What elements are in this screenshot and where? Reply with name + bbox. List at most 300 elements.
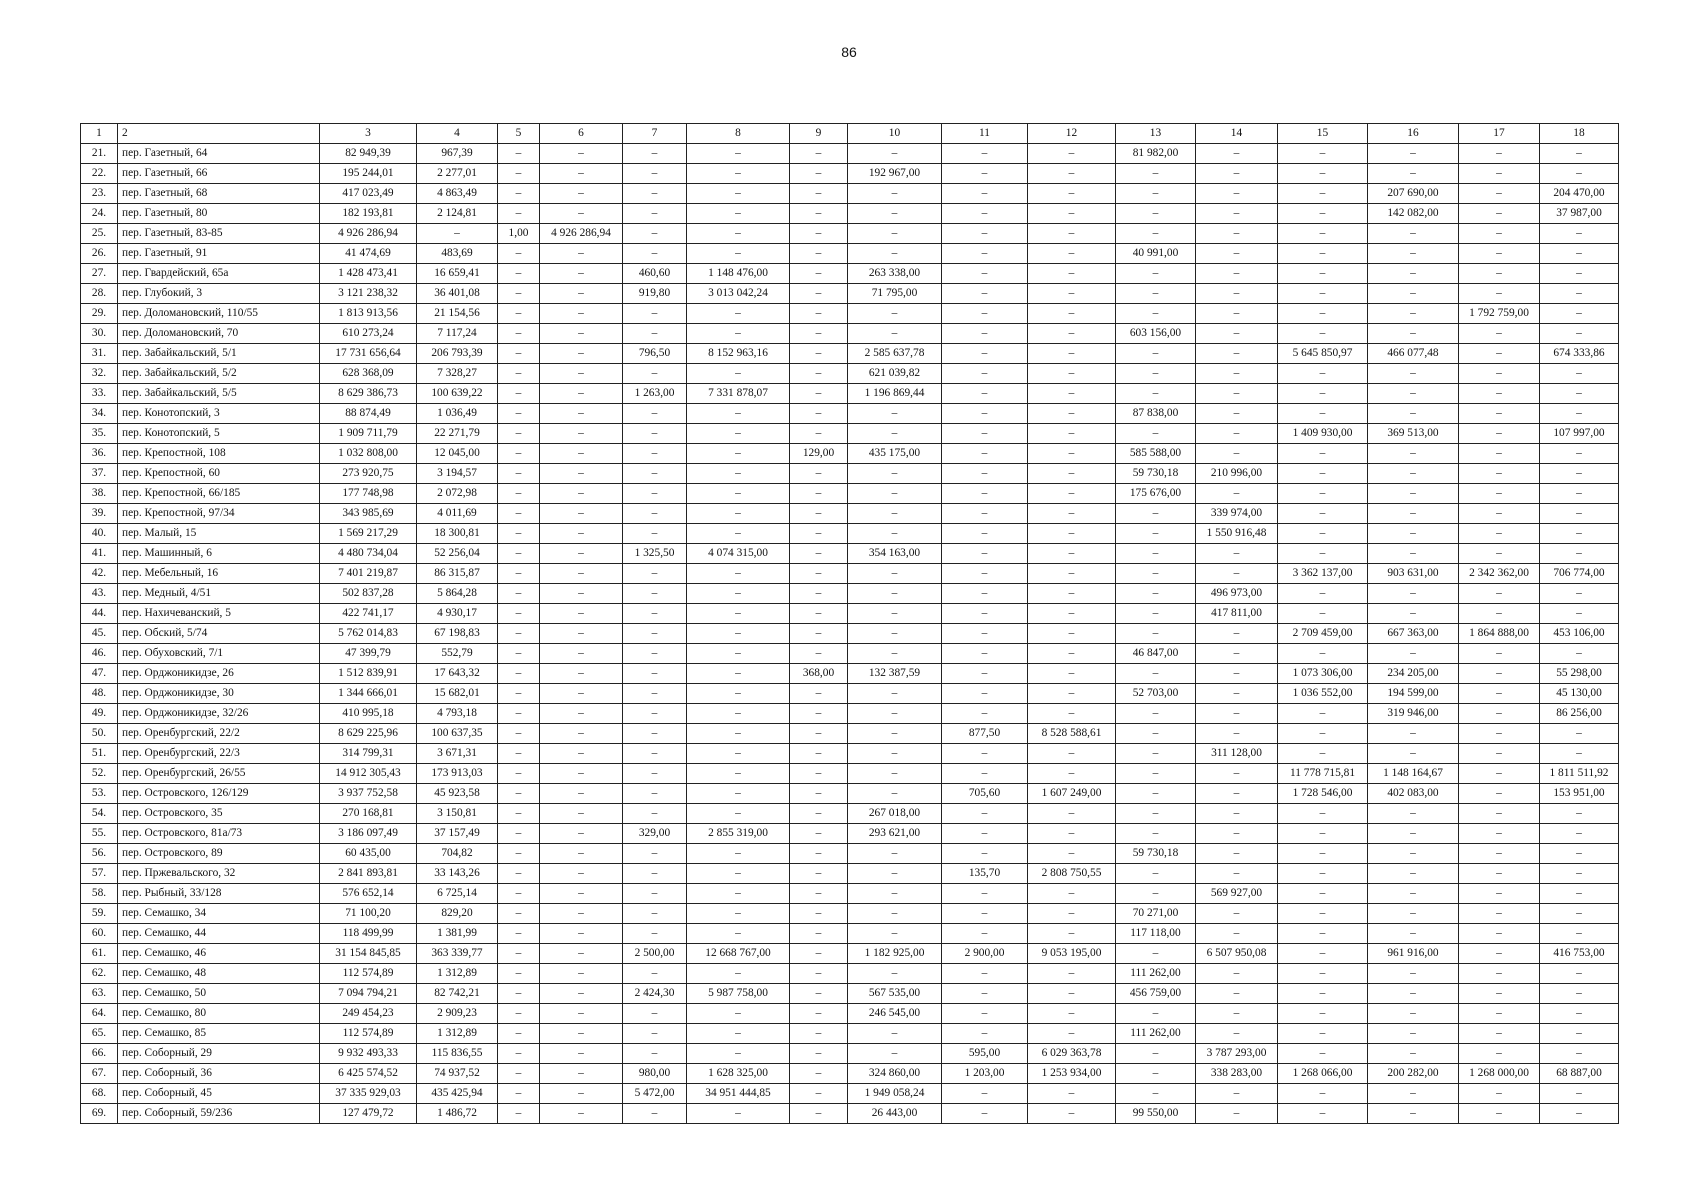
table-cell: – xyxy=(498,384,540,404)
table-cell: – xyxy=(498,504,540,524)
table-cell: 435 175,00 xyxy=(848,444,942,464)
table-cell: – xyxy=(1196,444,1278,464)
table-cell: – xyxy=(1116,704,1196,724)
table-cell: 1 268 066,00 xyxy=(1278,1064,1368,1084)
table-cell: – xyxy=(1278,464,1368,484)
table-row xyxy=(81,624,1619,644)
table-cell: 28. xyxy=(81,284,118,304)
table-cell: – xyxy=(1278,1024,1368,1044)
table-cell: – xyxy=(848,884,942,904)
table-cell: – xyxy=(1278,384,1368,404)
table-cell: 37 335 929,03 xyxy=(320,1084,417,1104)
table-cell: – xyxy=(1196,204,1278,224)
table-cell: – xyxy=(1540,504,1619,524)
table-cell: 417 811,00 xyxy=(1196,604,1278,624)
table-cell: 667 363,00 xyxy=(1368,624,1459,644)
table-cell: – xyxy=(1116,1064,1196,1084)
table-cell: – xyxy=(790,884,848,904)
table-cell: – xyxy=(1540,464,1619,484)
table-cell: 1 728 546,00 xyxy=(1278,784,1368,804)
table-cell: 1 073 306,00 xyxy=(1278,664,1368,684)
table-cell: 1 344 666,01 xyxy=(320,684,417,704)
table-cell: 23. xyxy=(81,184,118,204)
table-cell: – xyxy=(1116,724,1196,744)
table-cell: – xyxy=(1459,724,1540,744)
table-cell: – xyxy=(687,864,790,884)
table-cell: 1 036,49 xyxy=(417,404,498,424)
table-cell: пер. Газетный, 64 xyxy=(118,144,320,164)
table-cell: 8 629 386,73 xyxy=(320,384,417,404)
table-cell: – xyxy=(942,184,1028,204)
table-cell: – xyxy=(1368,484,1459,504)
table-cell: – xyxy=(498,364,540,384)
table-cell: 32. xyxy=(81,364,118,384)
table-cell: пер. Газетный, 83-85 xyxy=(118,224,320,244)
table-cell: – xyxy=(1196,144,1278,164)
table-cell: 1 909 711,79 xyxy=(320,424,417,444)
table-cell: – xyxy=(1278,284,1368,304)
table-cell: 60 435,00 xyxy=(320,844,417,864)
table-cell: 980,00 xyxy=(623,1064,687,1084)
table-row xyxy=(81,584,1619,604)
table-cell: – xyxy=(1028,524,1116,544)
table-cell: – xyxy=(790,684,848,704)
table-cell: – xyxy=(1278,944,1368,964)
table-cell: 132 387,59 xyxy=(848,664,942,684)
table-cell: – xyxy=(942,1084,1028,1104)
table-cell: – xyxy=(1278,1084,1368,1104)
table-cell: – xyxy=(623,424,687,444)
table-cell: – xyxy=(1459,204,1540,224)
table-row xyxy=(81,924,1619,944)
table-cell: – xyxy=(942,144,1028,164)
table-cell: – xyxy=(540,404,623,424)
table-cell: пер. Островского, 81а/73 xyxy=(118,824,320,844)
table-cell: – xyxy=(498,264,540,284)
table-cell: – xyxy=(942,444,1028,464)
table-cell: – xyxy=(942,224,1028,244)
table-cell: пер. Мебельный, 16 xyxy=(118,564,320,584)
table-cell: – xyxy=(498,1084,540,1104)
table-cell: пер. Орджоникидзе, 26 xyxy=(118,664,320,684)
table-cell: – xyxy=(540,524,623,544)
table-cell: – xyxy=(623,184,687,204)
table-cell: – xyxy=(1459,544,1540,564)
table-cell: 22 271,79 xyxy=(417,424,498,444)
table-cell: 1 196 869,44 xyxy=(848,384,942,404)
table-cell: пер. Островского, 35 xyxy=(118,804,320,824)
table-cell: – xyxy=(1116,1044,1196,1064)
table-cell: 402 083,00 xyxy=(1368,784,1459,804)
data-table xyxy=(80,123,1619,1124)
table-cell: 69. xyxy=(81,1104,118,1124)
table-cell: – xyxy=(848,324,942,344)
table-cell: – xyxy=(1368,504,1459,524)
table-cell: – xyxy=(1196,804,1278,824)
table-row xyxy=(81,1084,1619,1104)
table-cell: – xyxy=(540,904,623,924)
table-cell: – xyxy=(790,204,848,224)
table-cell: – xyxy=(540,784,623,804)
table-cell: – xyxy=(1196,1104,1278,1124)
table-row xyxy=(81,664,1619,684)
table-cell: 2 808 750,55 xyxy=(1028,864,1116,884)
table-cell: 37. xyxy=(81,464,118,484)
table-cell: – xyxy=(540,884,623,904)
table-cell: – xyxy=(790,364,848,384)
table-cell: – xyxy=(540,364,623,384)
table-cell: – xyxy=(498,1104,540,1124)
table-cell: 435 425,94 xyxy=(417,1084,498,1104)
table-cell: – xyxy=(1459,1084,1540,1104)
table-cell: – xyxy=(1116,364,1196,384)
table-cell: – xyxy=(540,264,623,284)
table-cell: – xyxy=(1368,864,1459,884)
table-cell: – xyxy=(1028,384,1116,404)
table-cell: – xyxy=(1459,904,1540,924)
table-cell: пер. Соборный, 29 xyxy=(118,1044,320,1064)
table-cell: 1 486,72 xyxy=(417,1104,498,1124)
table-cell: – xyxy=(1028,164,1116,184)
table-cell: – xyxy=(687,1024,790,1044)
table-cell: – xyxy=(687,504,790,524)
table-cell: – xyxy=(687,844,790,864)
table-cell: 86 256,00 xyxy=(1540,704,1619,724)
table-cell: – xyxy=(848,224,942,244)
table-cell: – xyxy=(1278,244,1368,264)
table-cell: – xyxy=(623,904,687,924)
table-cell: 42. xyxy=(81,564,118,584)
table-cell: 86 315,87 xyxy=(417,564,498,584)
table-row xyxy=(81,424,1619,444)
table-cell: 40 991,00 xyxy=(1116,244,1196,264)
table-cell: – xyxy=(1028,404,1116,424)
table-cell: 59 730,18 xyxy=(1116,844,1196,864)
table-cell: – xyxy=(942,1104,1028,1124)
table-cell: 52. xyxy=(81,764,118,784)
table-cell: – xyxy=(623,504,687,524)
table-cell: – xyxy=(1116,884,1196,904)
table-cell: – xyxy=(498,804,540,824)
table-cell: пер. Семашко, 48 xyxy=(118,964,320,984)
table-cell: – xyxy=(1028,924,1116,944)
table-cell: 16 659,41 xyxy=(417,264,498,284)
table-cell: – xyxy=(623,444,687,464)
table-cell: – xyxy=(942,584,1028,604)
table-cell: – xyxy=(1540,524,1619,544)
table-cell: – xyxy=(1028,1024,1116,1044)
table-cell: – xyxy=(1459,824,1540,844)
table-cell: – xyxy=(1368,1004,1459,1024)
table-cell: – xyxy=(1459,704,1540,724)
table-cell: – xyxy=(942,744,1028,764)
table-cell: – xyxy=(687,464,790,484)
table-cell: – xyxy=(790,524,848,544)
table-cell: 5 864,28 xyxy=(417,584,498,604)
table-cell: 919,80 xyxy=(623,284,687,304)
table-cell: – xyxy=(498,544,540,564)
table-cell: – xyxy=(1028,644,1116,664)
table-cell: – xyxy=(498,204,540,224)
table-cell: 60. xyxy=(81,924,118,944)
table-cell: 57. xyxy=(81,864,118,884)
table-cell: 153 951,00 xyxy=(1540,784,1619,804)
table-cell: – xyxy=(790,344,848,364)
table-cell: – xyxy=(498,764,540,784)
table-cell: – xyxy=(942,364,1028,384)
table-cell: – xyxy=(498,684,540,704)
table-cell: 7 401 219,87 xyxy=(320,564,417,584)
table-cell: – xyxy=(540,704,623,724)
table-cell: – xyxy=(498,1044,540,1064)
table-cell: 64. xyxy=(81,1004,118,1024)
table-cell: – xyxy=(1459,344,1540,364)
table-cell: – xyxy=(1196,724,1278,744)
table-cell: 417 023,49 xyxy=(320,184,417,204)
table-cell: – xyxy=(790,544,848,564)
table-cell: – xyxy=(1278,644,1368,664)
table-cell: – xyxy=(687,184,790,204)
table-cell: 2 424,30 xyxy=(623,984,687,1004)
table-cell: – xyxy=(790,284,848,304)
table-cell: – xyxy=(1459,844,1540,864)
table-cell: – xyxy=(942,1024,1028,1044)
table-cell: – xyxy=(540,164,623,184)
table-row xyxy=(81,504,1619,524)
table-row xyxy=(81,404,1619,424)
table-cell: 62. xyxy=(81,964,118,984)
table-cell: 204 470,00 xyxy=(1540,184,1619,204)
table-cell: – xyxy=(498,644,540,664)
table-cell: – xyxy=(1540,404,1619,424)
table-cell: – xyxy=(1028,424,1116,444)
table-cell: – xyxy=(540,844,623,864)
table-cell: – xyxy=(1196,1024,1278,1044)
table-cell: – xyxy=(540,344,623,364)
table-cell: – xyxy=(1028,804,1116,824)
table-cell: 111 262,00 xyxy=(1116,964,1196,984)
table-cell: – xyxy=(540,744,623,764)
table-cell: пер. Машинный, 6 xyxy=(118,544,320,564)
table-cell: – xyxy=(1116,944,1196,964)
table-cell: 50. xyxy=(81,724,118,744)
table-cell: – xyxy=(1116,204,1196,224)
table-cell: – xyxy=(1028,1004,1116,1024)
table-cell: 1 813 913,56 xyxy=(320,304,417,324)
table-cell: – xyxy=(1116,284,1196,304)
table-cell: – xyxy=(790,604,848,624)
table-cell: 267 018,00 xyxy=(848,804,942,824)
table-cell: – xyxy=(623,164,687,184)
table-cell: 207 690,00 xyxy=(1368,184,1459,204)
table-cell: 99 550,00 xyxy=(1116,1104,1196,1124)
table-cell: 1 569 217,29 xyxy=(320,524,417,544)
table-cell: 15 682,01 xyxy=(417,684,498,704)
table-cell: – xyxy=(1278,544,1368,564)
table-cell: – xyxy=(623,964,687,984)
table-cell: 206 793,39 xyxy=(417,344,498,364)
table-cell: – xyxy=(942,804,1028,824)
table-cell: – xyxy=(540,1044,623,1064)
table-row xyxy=(81,764,1619,784)
table-cell: – xyxy=(687,1004,790,1024)
table-cell: 14 xyxy=(1196,124,1278,144)
table-cell: – xyxy=(1116,304,1196,324)
table-cell: – xyxy=(848,304,942,324)
table-cell: 8 528 588,61 xyxy=(1028,724,1116,744)
table-cell: – xyxy=(1028,744,1116,764)
table-cell: – xyxy=(1459,584,1540,604)
table-cell: – xyxy=(1459,784,1540,804)
table-cell: – xyxy=(790,584,848,604)
table-cell: 610 273,24 xyxy=(320,324,417,344)
table-cell: – xyxy=(540,804,623,824)
table-cell: – xyxy=(1459,404,1540,424)
table-cell: – xyxy=(1028,284,1116,304)
table-cell: – xyxy=(1028,144,1116,164)
table-cell: 39. xyxy=(81,504,118,524)
table-cell: – xyxy=(1278,404,1368,424)
table-cell: – xyxy=(848,504,942,524)
table-cell: 496 973,00 xyxy=(1196,584,1278,604)
table-cell: – xyxy=(790,824,848,844)
table-cell: 14 912 305,43 xyxy=(320,764,417,784)
table-cell: 29. xyxy=(81,304,118,324)
table-cell: – xyxy=(848,184,942,204)
table-cell: пер. Пржевальского, 32 xyxy=(118,864,320,884)
table-cell: 192 967,00 xyxy=(848,164,942,184)
table-row xyxy=(81,484,1619,504)
table-cell: – xyxy=(942,684,1028,704)
table-cell: – xyxy=(1368,924,1459,944)
table-cell: пер. Газетный, 91 xyxy=(118,244,320,264)
table-cell: 1 203,00 xyxy=(942,1064,1028,1084)
table-cell: – xyxy=(498,944,540,964)
table-cell: – xyxy=(540,604,623,624)
table-cell: – xyxy=(942,984,1028,1004)
table-cell: – xyxy=(942,164,1028,184)
table-cell: – xyxy=(790,144,848,164)
table-cell: – xyxy=(1540,744,1619,764)
table-cell: – xyxy=(1368,884,1459,904)
table-cell: – xyxy=(942,764,1028,784)
table-cell: 12 668 767,00 xyxy=(687,944,790,964)
table-cell: пер. Малый, 15 xyxy=(118,524,320,544)
table-cell: – xyxy=(790,624,848,644)
table-cell: – xyxy=(1459,504,1540,524)
table-cell: 82 949,39 xyxy=(320,144,417,164)
table-cell: – xyxy=(540,144,623,164)
table-cell: – xyxy=(1116,1084,1196,1104)
table-cell: – xyxy=(1368,284,1459,304)
table-cell: – xyxy=(498,904,540,924)
table-cell: 453 106,00 xyxy=(1540,624,1619,644)
table-cell: 246 545,00 xyxy=(848,1004,942,1024)
table-cell: – xyxy=(1540,604,1619,624)
table-cell: – xyxy=(790,704,848,724)
table-cell: 4 xyxy=(417,124,498,144)
table-row xyxy=(81,1104,1619,1124)
table-cell: 410 995,18 xyxy=(320,704,417,724)
table-cell: – xyxy=(1028,204,1116,224)
table-cell: – xyxy=(540,304,623,324)
table-cell: – xyxy=(498,664,540,684)
table-cell: – xyxy=(498,144,540,164)
table-cell: 2 841 893,81 xyxy=(320,864,417,884)
table-cell: 7 328,27 xyxy=(417,364,498,384)
table-cell: – xyxy=(1028,824,1116,844)
table-cell: – xyxy=(540,1024,623,1044)
table-cell: – xyxy=(498,1064,540,1084)
table-cell: – xyxy=(1459,184,1540,204)
table-cell: 33. xyxy=(81,384,118,404)
table-cell: 967,39 xyxy=(417,144,498,164)
table-cell: – xyxy=(848,604,942,624)
table-cell: пер. Крепостной, 60 xyxy=(118,464,320,484)
table-cell: – xyxy=(1116,384,1196,404)
table-cell: – xyxy=(1459,444,1540,464)
table-cell: – xyxy=(1540,864,1619,884)
table-cell: 1 182 925,00 xyxy=(848,944,942,964)
table-cell: пер. Орджоникидзе, 30 xyxy=(118,684,320,704)
table-row xyxy=(81,744,1619,764)
table-cell: – xyxy=(498,784,540,804)
table-cell: – xyxy=(848,244,942,264)
table-cell: – xyxy=(790,504,848,524)
table-cell: – xyxy=(1278,1044,1368,1064)
table-cell: 1 428 473,41 xyxy=(320,264,417,284)
table-cell: 1 864 888,00 xyxy=(1459,624,1540,644)
table-cell: 1 550 916,48 xyxy=(1196,524,1278,544)
table-cell: 339 974,00 xyxy=(1196,504,1278,524)
table-cell: – xyxy=(1116,544,1196,564)
table-cell: – xyxy=(1540,244,1619,264)
table-cell: 877,50 xyxy=(942,724,1028,744)
table-cell: – xyxy=(498,624,540,644)
table-row xyxy=(81,184,1619,204)
table-cell: – xyxy=(1540,324,1619,344)
table-cell: – xyxy=(1540,644,1619,664)
table-cell: – xyxy=(687,1104,790,1124)
table-cell: пер. Островского, 126/129 xyxy=(118,784,320,804)
table-cell: – xyxy=(687,1044,790,1064)
table-cell: – xyxy=(848,484,942,504)
table-cell: 45 130,00 xyxy=(1540,684,1619,704)
table-cell: – xyxy=(623,564,687,584)
page-number: 86 xyxy=(841,44,857,60)
table-cell: – xyxy=(848,964,942,984)
table-cell: – xyxy=(623,804,687,824)
table-cell: – xyxy=(540,484,623,504)
table-cell: 37 157,49 xyxy=(417,824,498,844)
table-cell: 1 512 839,91 xyxy=(320,664,417,684)
table-cell: 483,69 xyxy=(417,244,498,264)
table-cell: – xyxy=(498,184,540,204)
table-cell: – xyxy=(687,624,790,644)
table-cell: – xyxy=(687,704,790,724)
table-cell: пер. Семашко, 44 xyxy=(118,924,320,944)
table-cell: – xyxy=(1028,904,1116,924)
table-cell: – xyxy=(1028,664,1116,684)
table-cell: 33 143,26 xyxy=(417,864,498,884)
table-cell: – xyxy=(1028,704,1116,724)
table-cell: 12 045,00 xyxy=(417,444,498,464)
table-cell: – xyxy=(1368,544,1459,564)
table-cell: 2 900,00 xyxy=(942,944,1028,964)
table-cell: 502 837,28 xyxy=(320,584,417,604)
table-cell: 3 362 137,00 xyxy=(1278,564,1368,584)
table-cell: 7 331 878,07 xyxy=(687,384,790,404)
